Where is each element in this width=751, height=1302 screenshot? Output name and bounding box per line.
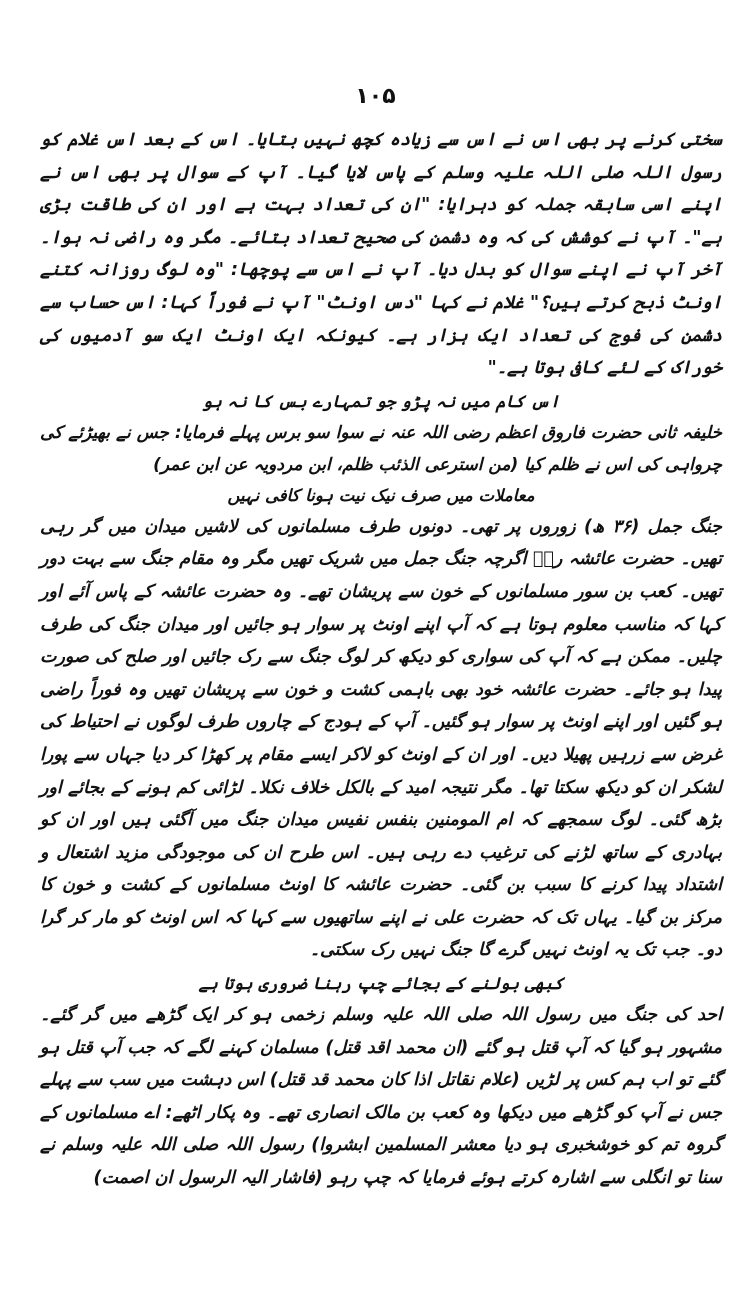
section-heading-intention: معاملات میں صرف نیک نیت ہونا کافی نہیں bbox=[227, 485, 535, 505]
page-number: ۱۰۵ bbox=[355, 84, 396, 109]
paragraph-battle-of-camel: جنگ جمل (۳۶ ھ) زوروں پر تھی۔ دونوں طرف مسلمانوں کی لاشیں میدان میں گر رہی تھیں۔ حضرت عائشہ رضؓ اگرچہ جنگ جمل میں شریک تھیں مگر وہ مقام جنگ سے بہت دور تھیں۔ کعب بن سور مسلمانوں کے خون سے پریشان تھے۔ وہ حضرت عائشہ کے پاس آئے اور کہا کہ مناسب معلوم ہوتا ہے کہ آپ اپنے اونٹ پر سوار ہو جائیں اور میدان جنگ کی طرف چلیں۔ ممکن ہے کہ آپ کی سواری کو دیکھ کر لوگ جنگ سے رک جائیں اور صلح کی صورت پیدا ہو جائے۔ حضرت عائشہ خود بھی باہمی کشت و خون سے پریشان تھیں وہ فوراً راضی ہو گئیں اور اپنے اونٹ پر سوار ہو گئیں۔ آپ کے ہودج کے چاروں طرف لوگوں نے احتیاط کی غرض سے زرہیں پھیلا دیں۔ اور ان کے اونٹ کو لاکر ایسے مقام پر کھڑا کر دیا جہاں سے پورا لشکر ان کو دیکھ سکتا تھا۔ مگر نتیجہ امید کے بالکل خلاف نکلا۔ لڑائی کم ہونے کے بجائے اور بڑھ گئی۔ لوگ سمجھے کہ ام المومنین بنفس نفیس میدان جنگ میں آگئی ہیں اور ان کو بہادری کے ساتھ لڑنے کی ترغیب دے رہی ہیں۔ اس طرح ان کی موجودگی مزید اشتعال و اشتداد پیدا کرنے کا سبب بن گئی۔ حضرت عائشہ کا اونٹ مسلمانوں کے کشت و خون کا مرکز بن گیا۔ یہاں تک کہ حضرت علی نے اپنے ساتھیوں سے کہا کہ اس اونٹ کو مار کر گرا دو۔ جب تک یہ اونٹ نہیں گرے گا جنگ نہیں رک سکتی۔ bbox=[40, 516, 722, 961]
paragraph-umar-quote: خلیفہ ثانی حضرت فاروق اعظم رضی اللہ عنہ نے سوا سو برس پہلے فرمایا: جس نے بھیڑئے کی چرواہی کی اس نے ظلم کیا (من استرعی الذئب ظلم، ابن مردویہ عن ابن عمر) bbox=[40, 422, 722, 475]
paragraph-interrogation: سختی کرنے پر بھی اس نے اس سے زیادہ کچھ نہیں بتایا۔ اس کے بعد اس غلام کو رسول اللہ صلی اللہ علیہ وسلم کے پاس لایا گیا۔ آپ کے سوال پر بھی اس نے اپنے اسی سابقہ جملہ کو دہرایا: "ان کی تعداد بہت ہے اور ان کی طاقت بڑی ہے"۔ آپ نے کوشش کی کہ وہ دشمن کی صحیح تعداد بتائے۔ مگر وہ راضی نہ ہوا۔ آخر آپ نے اپنے سوال کو بدل دیا۔ آپ نے اس سے پوچھا: "وہ لوگ روزانہ کتنے اونٹ ذبح کرتے ہیں؟" غلام نے کہا "دس اونٹ" آپ نے فوراً کہا: اس حساب سے دشمن کی فوج کی تعداد ایک ہزار ہے۔ کیونکہ ایک اونٹ ایک سو آدمیوں کی خوراک کے لئے کافی ہوتا ہے۔" bbox=[40, 130, 722, 379]
section-heading-capacity: اس کام میں نہ پڑو جو تمہارے بس کا نہ ہو bbox=[202, 391, 560, 411]
page-body bbox=[40, 124, 722, 1195]
paragraph-uhud: احد کی جنگ میں رسول اللہ صلی اللہ علیہ وسلم زخمی ہو کر ایک گڑھے میں گر گئے۔ مشہور ہو گیا کہ آپ قتل ہو گئے (ان محمد اقد قتل) مسلمان کہنے لگے کہ جب آپ قتل ہو گئے تو اب ہم کس پر لڑیں (علام نقاتل اذا کان محمد قد قتل) اس دہشت میں سب سے پہلے جس نے آپ کو گڑھے میں دیکھا وہ کعب بن مالک انصاری تھے۔ وہ پکار اٹھے: اے مسلمانوں کے گروہ تم کو خوشخبری ہو دیا معشر المسلمین ابشروا) رسول اللہ صلی اللہ علیہ وسلم نے سنا تو انگلی سے اشارہ کرتے ہوئے فرمایا کہ چپ رہو (فاشار الیہ الرسول ان اصمت) bbox=[40, 1005, 722, 1189]
section-heading-silence: کبھی بولنے کے بجائے چپ رہنا ضروری ہوتا ہے bbox=[198, 974, 564, 994]
